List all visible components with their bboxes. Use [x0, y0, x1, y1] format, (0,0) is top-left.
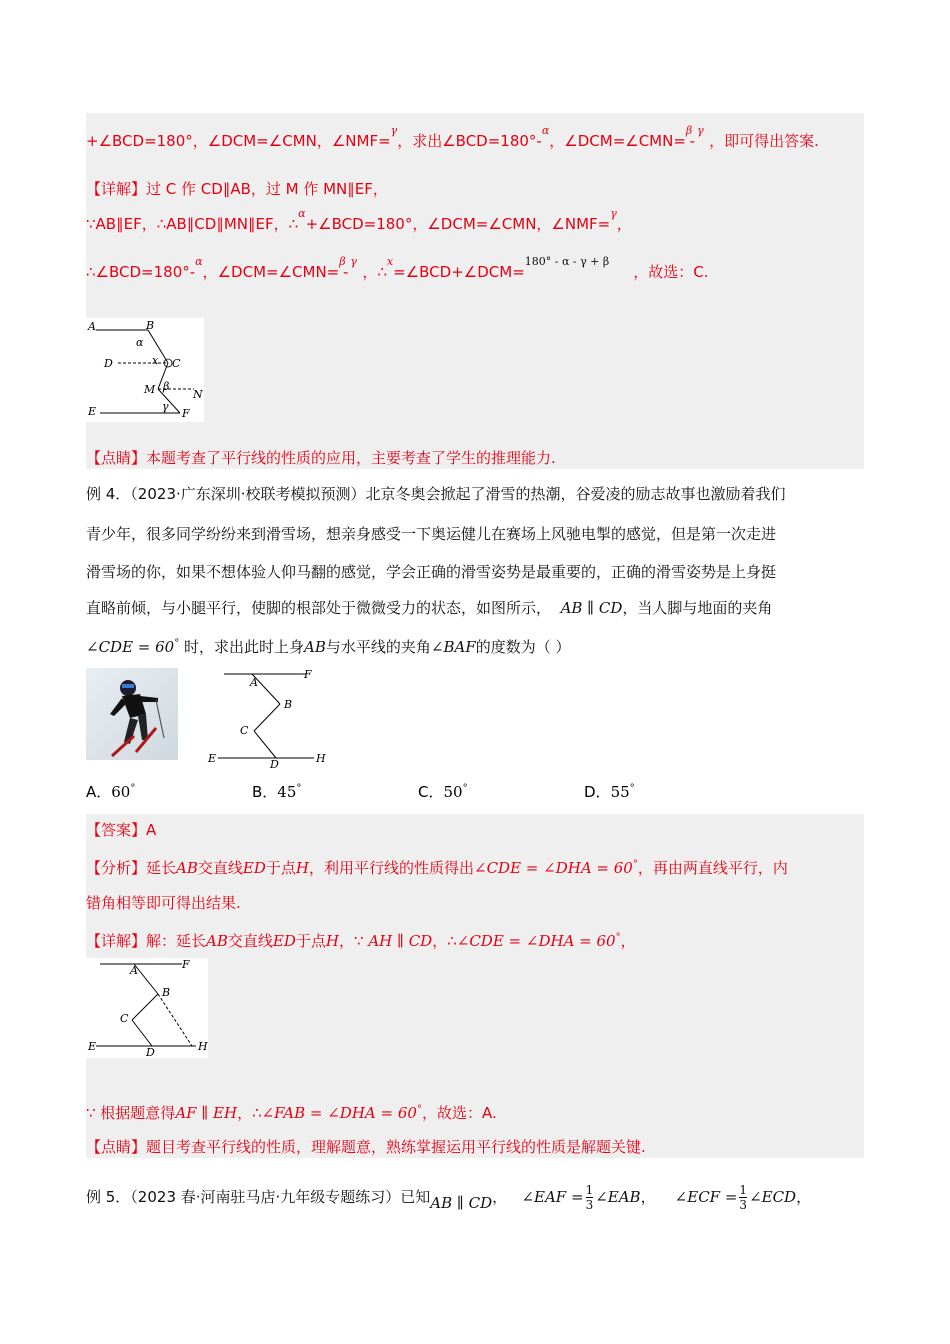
option-a[interactable]: A．60°	[86, 783, 136, 801]
detail-tag-2: 【详解】	[86, 932, 147, 950]
example4-line1: 例 4．（2023·广东深圳·校联考模拟预测）北京冬奥会掀起了滑雪的热潮，谷爱凌的励志故事也激励着我们	[86, 485, 786, 503]
figure-zigzag-parallel	[86, 318, 204, 422]
figure-extended-line	[86, 958, 208, 1058]
fig1-label-M: M	[144, 383, 156, 396]
fig3-label-F: F	[182, 958, 190, 971]
fig2-label-D: D	[270, 758, 279, 770]
fig1-label-beta: β	[163, 380, 170, 393]
solution1-line4: ∴∠BCD=180°-$^\alpha$，∠DCM=∠CMN=$^\beta$ $^\gamma$- ，∴$^x$=∠BCD+∠DCM=$^{180^\circ - \alpha - \gamma + \beta}$，故选：C.	[86, 255, 709, 281]
fraction-2: $\frac{1}{3}$	[739, 1183, 748, 1212]
fig1-label-gamma: γ	[162, 400, 169, 413]
conclusion-line: ∵ 根据题意得AF ∥ EH，∴∠FAB = ∠DHA = 60°，故选：A.	[86, 1104, 497, 1122]
fig1-label-C: C	[172, 357, 181, 370]
example5-line1: 例 5．（2023 春·河南驻马店·九年级专题练习）已知AB ∥ CD， ∠EAF = $\frac{1}{3}$ ∠EAB， ∠ECF = $\frac{1}{3}$ ∠ECD，	[86, 1183, 812, 1212]
fig3-label-H: H	[198, 1040, 208, 1053]
answer-line	[86, 820, 156, 840]
option-c[interactable]: C．50°	[418, 783, 468, 801]
fraction-1: $\frac{1}{3}$	[585, 1183, 594, 1212]
fig1-label-alpha: α	[136, 336, 144, 349]
skier-photo	[86, 668, 178, 760]
solution1-line3: ∵AB∥EF，∴AB∥CD∥MN∥EF，∴$^\alpha$+∠BCD=180°，∠DCM=∠CMN，∠NMF=$^\gamma$，	[86, 207, 632, 233]
fig2-label-H: H	[316, 752, 326, 765]
comment-tag-2: 【点睛】	[86, 1138, 147, 1156]
fig1-label-F: F	[182, 407, 190, 420]
fig3-label-B: B	[162, 986, 171, 999]
fig1-label-N: N	[193, 388, 203, 401]
fig1-label-E: E	[88, 405, 97, 418]
figure-ski-geometry	[204, 666, 334, 770]
option-b[interactable]: B．45°	[252, 783, 302, 801]
comment-line-2: 【点睛】题目考查平行线的性质，理解题意，熟练掌握运用平行线的性质是解题关键.	[86, 1138, 646, 1156]
example4-line2: 青少年，很多同学纷纷来到滑雪场，想亲身感受一下奥运健儿在赛场上风驰电掣的感觉，但是第一次走进	[86, 525, 777, 543]
answer-tag: 【答案】	[86, 821, 147, 839]
comment-tag: 【点睛】	[86, 449, 147, 467]
fig1-label-A: A	[88, 320, 96, 333]
example4-line3: 滑雪场的你，如果不想体验人仰马翻的感觉，学会正确的滑雪姿势是最重要的，正确的滑雪姿势是上身挺	[86, 563, 777, 581]
fig3-label-D: D	[146, 1046, 155, 1058]
fig2-label-E: E	[208, 752, 217, 765]
fig3-label-E: E	[88, 1040, 97, 1053]
fig1-label-B: B	[146, 319, 155, 332]
fig1-label-D: D	[104, 357, 113, 370]
analysis-line1: 【分析】延长AB交直线ED于点H，利用平行线的性质得出∠CDE = ∠DHA = 60°，再由两直线平行，内	[86, 859, 788, 877]
example4-line5: ∠CDE = 60° 时，求出此时上身AB与水平线的夹角∠BAF的度数为（ ）	[86, 638, 571, 656]
answer-value: A	[146, 821, 157, 839]
detail-line: 【详解】解：延长AB交直线ED于点H，∵ AH ∥ CD，∴∠CDE = ∠DHA = 60°，	[86, 932, 636, 950]
solution1-line1: +∠BCD=180°，∠DCM=∠CMN，∠NMF=$^\gamma$，求出∠BCD=180°-$^\alpha$，∠DCM=∠CMN=$^\beta$ $^\gamma$- ，即可得出答案.	[86, 124, 819, 150]
analysis-tag: 【分析】	[86, 859, 147, 877]
example4-line4: 直略前倾，与小腿平行，使脚的根部处于微微受力的状态，如图所示， AB ∥ CD，当人脚与地面的夹角	[86, 599, 773, 617]
solution1-comment-line: 【点睛】本题考查了平行线的性质的应用，主要考查了学生的推理能力.	[86, 449, 556, 467]
fig3-label-A: A	[130, 964, 138, 977]
solution1-detail-line: 【详解】过 C 作 CD∥AB，过 M 作 MN∥EF，	[86, 180, 388, 198]
detail-tag: 【详解】	[86, 180, 147, 198]
option-d[interactable]: D．55°	[584, 783, 635, 801]
fig2-label-A: A	[250, 676, 258, 689]
fig1-label-x: x	[152, 354, 159, 367]
analysis-line2: 错角相等即可得出结果.	[86, 894, 241, 912]
fig3-label-C: C	[120, 1012, 129, 1025]
fig2-label-F: F	[304, 668, 312, 681]
fig2-label-B: B	[284, 698, 293, 711]
fig2-label-C: C	[240, 724, 249, 737]
